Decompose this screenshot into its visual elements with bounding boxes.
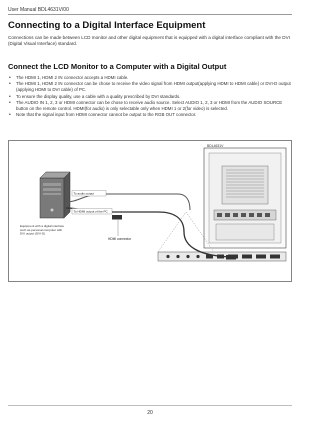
- monitor-label: BDL4631V: [207, 144, 224, 148]
- manual-header: User Manual BDL4631V/00: [8, 7, 69, 13]
- page-number: 20: [147, 410, 153, 416]
- pc-tower: [40, 172, 70, 218]
- bullet-item: • The AUDIO IN 1, 2, 3 or HDMI connector can be chose to receive audio source. Select AUDIO 1, 2, 3 or HDMI from the AUDIO SOURCE button on the remote control. HDMI(for audio) is only selectable only when HDMI 1 or 2(for video) is selected.: [8, 100, 292, 112]
- connection-diagram: [8, 140, 292, 282]
- hdmi-plug-pc: [112, 215, 122, 220]
- audio-output-label: To audio output: [73, 191, 95, 196]
- monitor-back-panel: [204, 148, 286, 248]
- section-title: Connect the LCD Monitor to a Computer with a Digital Output: [8, 62, 227, 71]
- header-divider: [8, 14, 292, 15]
- hdmi-connector-label: HDMI connector: [108, 237, 132, 241]
- pc-caption: Equipment with a digital interface such as personal computer with DVI output (DVI-D): [20, 224, 65, 236]
- hdmi-plug-monitor: [226, 255, 236, 260]
- bullet-item: • The HDMI 1, HDMI 2 IN connector accepts a HDMI cable.: [8, 75, 292, 81]
- footer-divider: [8, 405, 292, 406]
- page-title: Connecting to a Digital Interface Equipment: [8, 20, 206, 31]
- bullet-item: • The HDMI 1, HDMI 2 IN connector can be chose to receive the video signal from HDMI output(applying HDMI to HDMI cable) or DVI-D output (applying HDMI to DVI cable) of PC.: [8, 81, 292, 93]
- intro-paragraph: Connections can be made between LCD monitor and other digital equipment that is equipped with a digital interface compliant with the DVI (Digital Visual Interface) standard.: [8, 35, 290, 47]
- bullet-list: [8, 75, 292, 118]
- bullet-item: • Note that the signal input from HDMI connector cannot be output to the RGB OUT connector.: [8, 112, 292, 118]
- hdmi-output-label: To HDMI output of the PC: [73, 209, 108, 214]
- bullet-item: • To ensure the display quality, use a cable with a quality prescribed by DVI standards.: [8, 94, 292, 100]
